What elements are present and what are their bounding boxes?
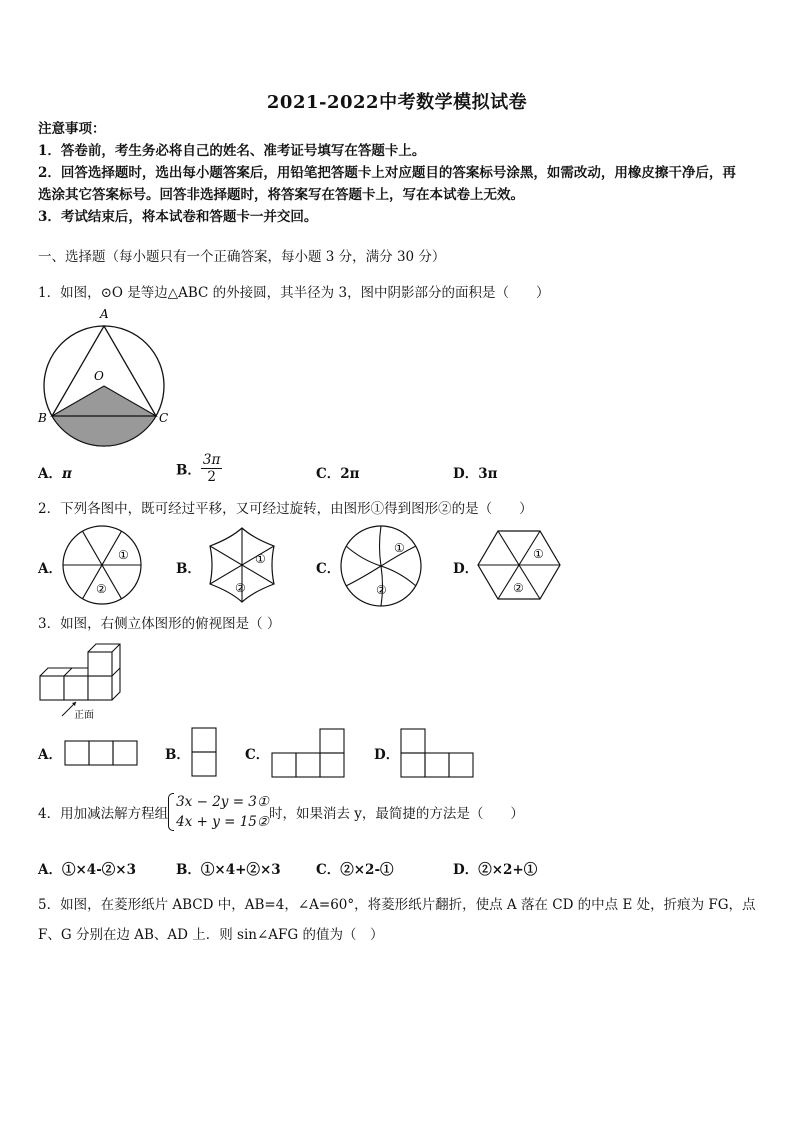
question-3-figure [36,640,136,722]
mark-2: ② [513,581,524,595]
q2-option-a-label[interactable]: A． [38,561,62,577]
mark-1: ① [118,548,129,562]
cube-front [64,676,88,700]
q3-option-c-figure[interactable] [270,727,348,779]
fraction-3pi-over-2 [201,452,222,485]
mark-2: ② [376,583,387,597]
question-1-figure [34,306,184,451]
square [113,741,137,765]
square [320,753,344,777]
option-text: ②×2+① [478,862,538,878]
square [272,753,296,777]
cube-top-edge [40,668,88,676]
option-text: π [61,466,72,482]
label-a: A [100,307,109,321]
front-label: 正面 [74,710,94,721]
stem-after: 时，如果消去 y，最简捷的方法是（ ） [269,806,524,822]
mark-1: ① [394,541,405,555]
q2-option-b-figure[interactable] [198,524,286,606]
q1-option-c[interactable] [316,462,360,482]
label-o: O [94,369,104,383]
q3-option-c-label[interactable]: C． [245,747,270,763]
cube-front [40,676,64,700]
q4-option-c[interactable] [316,858,394,878]
square [401,729,425,753]
q3-option-a-figure[interactable] [64,739,140,767]
q3-option-b-label[interactable]: B． [165,747,190,763]
q1-option-d[interactable] [453,462,498,482]
option-label: C． [316,862,341,878]
question-5-line-2: F、G 分别在边 AB、AD 上．则 sin∠AFG 的值为（ ） [38,927,384,943]
option-text: ①×4-②×3 [61,862,136,878]
q1-option-a[interactable] [38,462,72,482]
curved-divider [380,526,382,566]
q2-option-d-label[interactable]: D． [453,561,479,577]
q1-option-b[interactable] [176,452,222,485]
curved-divider [346,546,381,566]
q2-option-b-label[interactable]: B． [176,561,201,577]
q3-option-b-figure[interactable] [190,726,218,778]
square [425,753,449,777]
q2-option-d-figure[interactable] [476,524,562,606]
square [296,753,320,777]
option-text: 2π [340,466,360,482]
question-2-stem: 2．下列各图中，既可经过平移，又可经过旋转，由图形①得到图形②的是（ ） [38,501,533,517]
q2-option-c-label[interactable]: C． [316,561,341,577]
option-label: B． [176,462,201,479]
q2-option-c-figure[interactable] [338,524,424,608]
option-label: B． [176,862,201,878]
question-5-line-1: 5．如图，在菱形纸片 ABCD 中，AB=4，∠A=60°，将菱形纸片翻折，使点 A 落在 CD 的中点 E 处，折痕为 FG，点 [38,897,756,913]
notice-item-1: 1．答卷前，考生务必将自己的姓名、准考证号填写在答题卡上。 [38,143,426,159]
notice-item-2: 2．回答选择题时，选出每小题答案后，用铅笔把答题卡上对应题目的答案标号涂黑，如需改动，用橡皮擦干净后，再 [38,165,736,181]
fraction-numerator: 3π [202,452,221,468]
notice-heading: 注意事项： [38,121,106,137]
cube-edge [64,668,72,676]
square [449,753,473,777]
cube-front [88,652,112,676]
equation-2: 4x + y = 15② [176,814,269,830]
fraction-denominator: 2 [207,469,216,485]
cube-front [88,676,112,700]
square [89,741,113,765]
section-heading-choice: 一、选择题（每小题只有一个正确答案，每小题 3 分，满分 30 分） [38,249,446,265]
option-label: A． [38,862,62,878]
square [401,753,425,777]
q4-option-b[interactable] [176,858,281,878]
question-1-stem: 1．如图，⊙O 是等边△ABC 的外接圆，其半径为 3，图中阴影部分的面积是（ ） [38,285,550,301]
mark-1: ① [255,552,266,566]
option-label: D． [453,466,479,482]
cube-edge [112,644,120,652]
label-c: C [159,411,169,425]
question-3-stem: 3．如图，右侧立体图形的俯视图是（ ） [38,616,281,632]
notice-item-3: 3．考试结束后，将本试卷和答题卡一并交回。 [38,209,318,225]
option-text: ②×2-① [340,862,394,878]
square [192,728,216,752]
option-text: ①×4+②×3 [200,862,281,878]
mark-2: ② [235,581,246,595]
page-title: 2021-2022中考数学模拟试卷 [266,92,528,113]
option-label: C． [316,466,341,482]
q3-option-a-label[interactable]: A． [38,747,62,763]
q4-option-a[interactable] [38,858,136,878]
equation-1: 3x − 2y = 3① [176,794,269,810]
shaded-segment [52,416,156,446]
mark-2: ② [96,582,107,596]
notice-item-2-cont: 选涂其它答案标号。回答非选择题时，将答案写在答题卡上，写在本试卷上无效。 [38,187,524,203]
square [320,729,344,753]
question-4-stem [38,792,524,832]
square [65,741,89,765]
option-label: A． [38,466,62,482]
q4-option-d[interactable] [453,858,537,878]
q2-option-a-figure[interactable] [60,524,144,606]
label-b: B [38,411,47,425]
mark-1: ① [533,547,544,561]
option-text: 3π [478,466,498,482]
stem-before: 4．用加减法解方程组 [38,806,169,822]
q3-option-d-label[interactable]: D． [374,747,400,763]
q3-option-d-figure[interactable] [399,727,477,779]
cube-edge [112,668,120,676]
square [192,752,216,776]
equation-system [168,792,269,832]
option-label: D． [453,862,479,878]
